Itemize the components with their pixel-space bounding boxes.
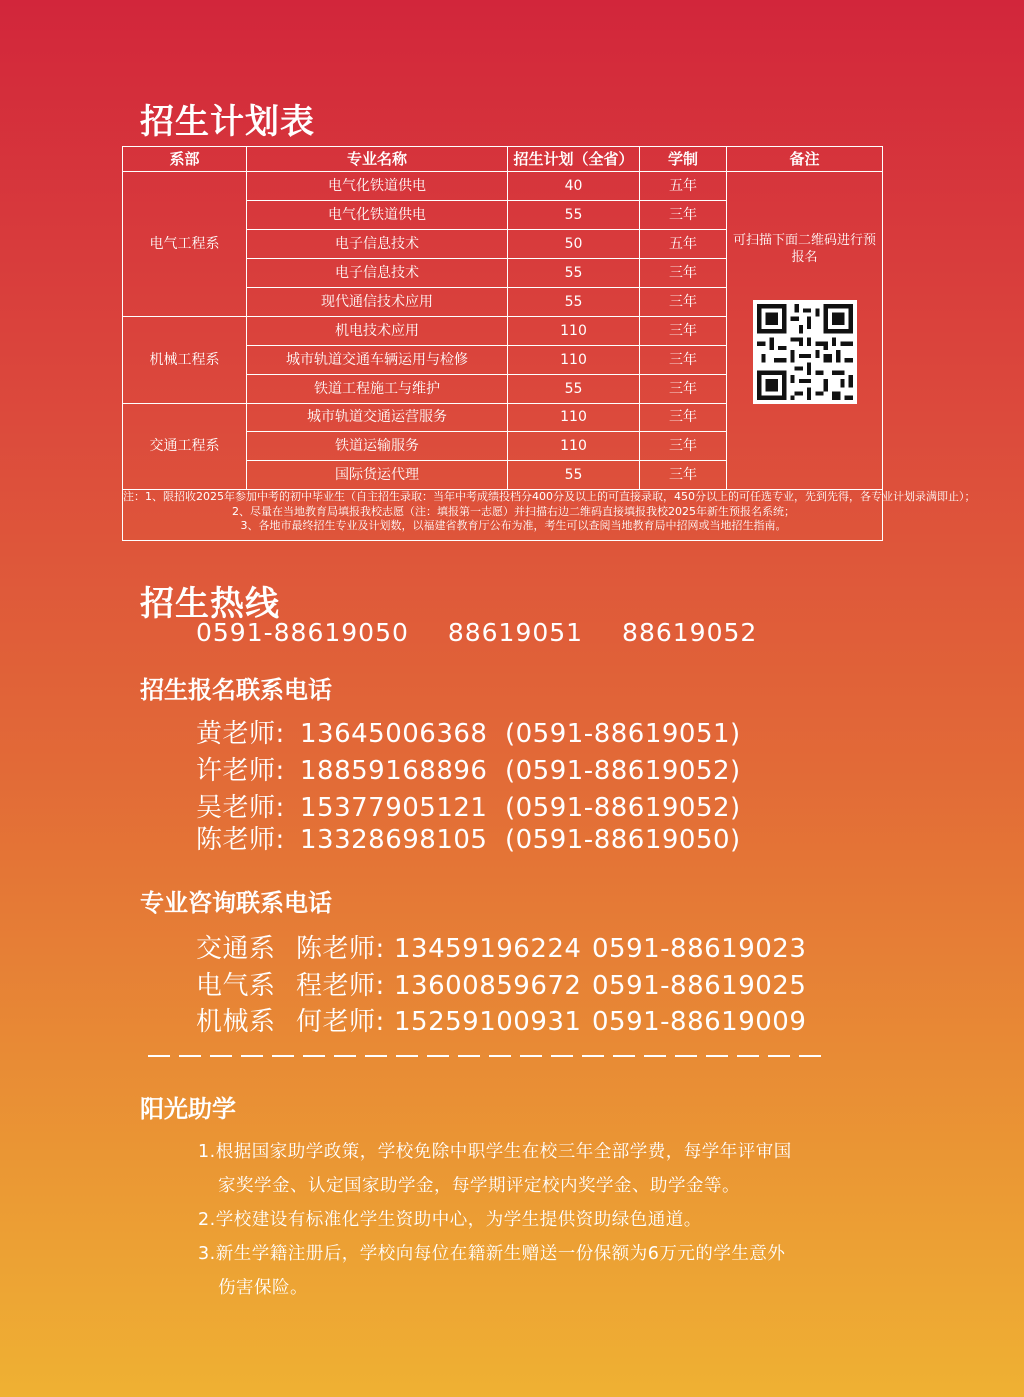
teacher-mobile[interactable]: 13645006368 <box>300 719 488 749</box>
plan-cell: 110 <box>508 316 640 345</box>
aid-item-text: 3.新生学籍注册后，学校向每位在籍新生赠送一份保额为6万元的学生意外 <box>198 1244 786 1264</box>
consult-title: 专业咨询联系电话 <box>140 889 332 917</box>
plan-cell: 40 <box>508 172 640 201</box>
hotline-numbers <box>196 618 787 647</box>
consult-name: 程老师: <box>296 971 385 1001</box>
aid-item-text: 2.学校建设有标准化学生资助中心，为学生提供资助绿色通道。 <box>198 1210 702 1230</box>
years-cell: 五年 <box>640 229 727 258</box>
consult-contact <box>196 928 806 965</box>
aid-item-text: 1.根据国家助学政策，学校免除中职学生在校三年全部学费，每学年评审国 <box>198 1142 792 1162</box>
consult-name: 陈老师: <box>296 934 385 964</box>
consult-dept: 电气系 <box>196 971 276 1001</box>
consult-phone[interactable]: 0591-88619009 <box>592 1007 807 1037</box>
years-cell: 三年 <box>640 200 727 229</box>
hotline-number[interactable]: 88619052 <box>622 618 758 647</box>
plan-cell: 110 <box>508 432 640 461</box>
consult-mobile[interactable]: 15259100931 <box>394 1007 582 1037</box>
teacher-name: 黄老师: <box>196 719 285 749</box>
table-header-row <box>123 147 883 172</box>
major-cell: 铁道运输服务 <box>247 432 508 461</box>
dept-cell: 机械工程系 <box>123 316 247 403</box>
major-cell: 国际货运代理 <box>247 461 508 490</box>
remark-text: 可扫描下面二维码进行预报名 <box>732 233 876 265</box>
teacher-phone[interactable]: (0591-88619052) <box>505 756 741 786</box>
years-cell: 三年 <box>640 403 727 432</box>
teacher-mobile[interactable]: 18859168896 <box>300 756 488 786</box>
note-2: 2、尽量在当地教育局填报我校志愿（注：填报第一志愿）并扫描右边二维码直接填报我校2025年新生预报名系统； <box>232 504 795 518</box>
plan-cell: 55 <box>508 200 640 229</box>
plan-cell: 55 <box>508 374 640 403</box>
teacher-name: 许老师: <box>196 756 285 786</box>
years-cell: 三年 <box>640 316 727 345</box>
teacher-phone[interactable]: (0591-88619052) <box>505 793 741 823</box>
consult-name: 何老师: <box>296 1007 385 1037</box>
header-remark: 备注 <box>727 147 883 172</box>
aid-item <box>198 1237 848 1305</box>
aid-item <box>198 1135 848 1203</box>
header-major: 专业名称 <box>247 147 508 172</box>
table-row <box>123 172 883 201</box>
major-cell: 电子信息技术 <box>247 229 508 258</box>
teacher-contact <box>196 750 741 787</box>
consult-phone[interactable]: 0591-88619025 <box>592 971 807 1001</box>
aid-item <box>198 1203 848 1237</box>
aid-item-continued: 伤害保险。 <box>218 1278 308 1298</box>
plan-title: 招生计划表 <box>140 102 315 142</box>
hotline-title: 招生热线 <box>140 584 280 624</box>
header-plan: 招生计划（全省） <box>508 147 640 172</box>
teacher-contact <box>196 819 741 856</box>
remark-cell <box>727 172 883 490</box>
consult-mobile[interactable]: 13459196224 <box>394 934 582 964</box>
teacher-contact <box>196 713 741 750</box>
consult-mobile[interactable]: 13600859672 <box>394 971 582 1001</box>
major-cell: 城市轨道交通运营服务 <box>247 403 508 432</box>
plan-cell: 110 <box>508 403 640 432</box>
years-cell: 三年 <box>640 461 727 490</box>
aid-item-continued: 家奖学金、认定国家助学金，每学期评定校内奖学金、助学金等。 <box>218 1176 740 1196</box>
enrollment-plan-table <box>122 146 976 541</box>
header-dept: 系部 <box>123 147 247 172</box>
qr-code-icon[interactable] <box>753 300 857 404</box>
years-cell: 五年 <box>640 172 727 201</box>
years-cell: 三年 <box>640 287 727 316</box>
dashed-divider <box>148 1054 824 1058</box>
major-cell: 机电技术应用 <box>247 316 508 345</box>
note-1: 注：1、限招收2025年参加中考的初中毕业生（自主招生录取：当年中考成绩投档分400分及以上的可直接录取，450分以上的可任选专业，先到先得，各专业计划录满即止）； <box>123 490 976 504</box>
hotline-number[interactable]: 88619051 <box>447 618 584 647</box>
registration-title: 招生报名联系电话 <box>140 676 332 704</box>
notes-row <box>123 490 883 541</box>
consult-phone[interactable]: 0591-88619023 <box>592 934 807 964</box>
plan-cell: 55 <box>508 287 640 316</box>
consult-dept: 交通系 <box>196 934 276 964</box>
consult-dept: 机械系 <box>196 1007 276 1037</box>
major-cell: 城市轨道交通车辆运用与检修 <box>247 345 508 374</box>
years-cell: 三年 <box>640 432 727 461</box>
years-cell: 三年 <box>640 345 727 374</box>
aid-title: 阳光助学 <box>140 1095 236 1123</box>
major-cell: 电气化铁道供电 <box>247 200 508 229</box>
major-cell: 电气化铁道供电 <box>247 172 508 201</box>
note-3: 3、各地市最终招生专业及计划数，以福建省教育厅公布为准，考生可以查阅当地教育局中招网或当地招生指南。 <box>240 519 787 533</box>
dept-cell: 电气工程系 <box>123 172 247 317</box>
dept-cell: 交通工程系 <box>123 403 247 490</box>
years-cell: 三年 <box>640 374 727 403</box>
major-cell: 现代通信技术应用 <box>247 287 508 316</box>
hotline-number[interactable]: 0591-88619050 <box>196 618 409 647</box>
teacher-name: 陈老师: <box>196 825 285 855</box>
plan-cell: 55 <box>508 461 640 490</box>
notes-cell <box>123 490 976 541</box>
teacher-phone[interactable]: (0591-88619051) <box>505 719 741 749</box>
plan-cell: 55 <box>508 258 640 287</box>
major-cell: 电子信息技术 <box>247 258 508 287</box>
major-cell: 铁道工程施工与维护 <box>247 374 508 403</box>
teacher-phone[interactable]: (0591-88619050) <box>505 825 741 855</box>
header-years: 学制 <box>640 147 727 172</box>
teacher-mobile[interactable]: 15377905121 <box>300 793 488 823</box>
plan-cell: 50 <box>508 229 640 258</box>
teacher-name: 吴老师: <box>196 793 285 823</box>
teacher-mobile[interactable]: 13328698105 <box>300 825 488 855</box>
consult-contact <box>196 1001 806 1038</box>
consult-contact <box>196 965 806 1002</box>
years-cell: 三年 <box>640 258 727 287</box>
plan-cell: 110 <box>508 345 640 374</box>
